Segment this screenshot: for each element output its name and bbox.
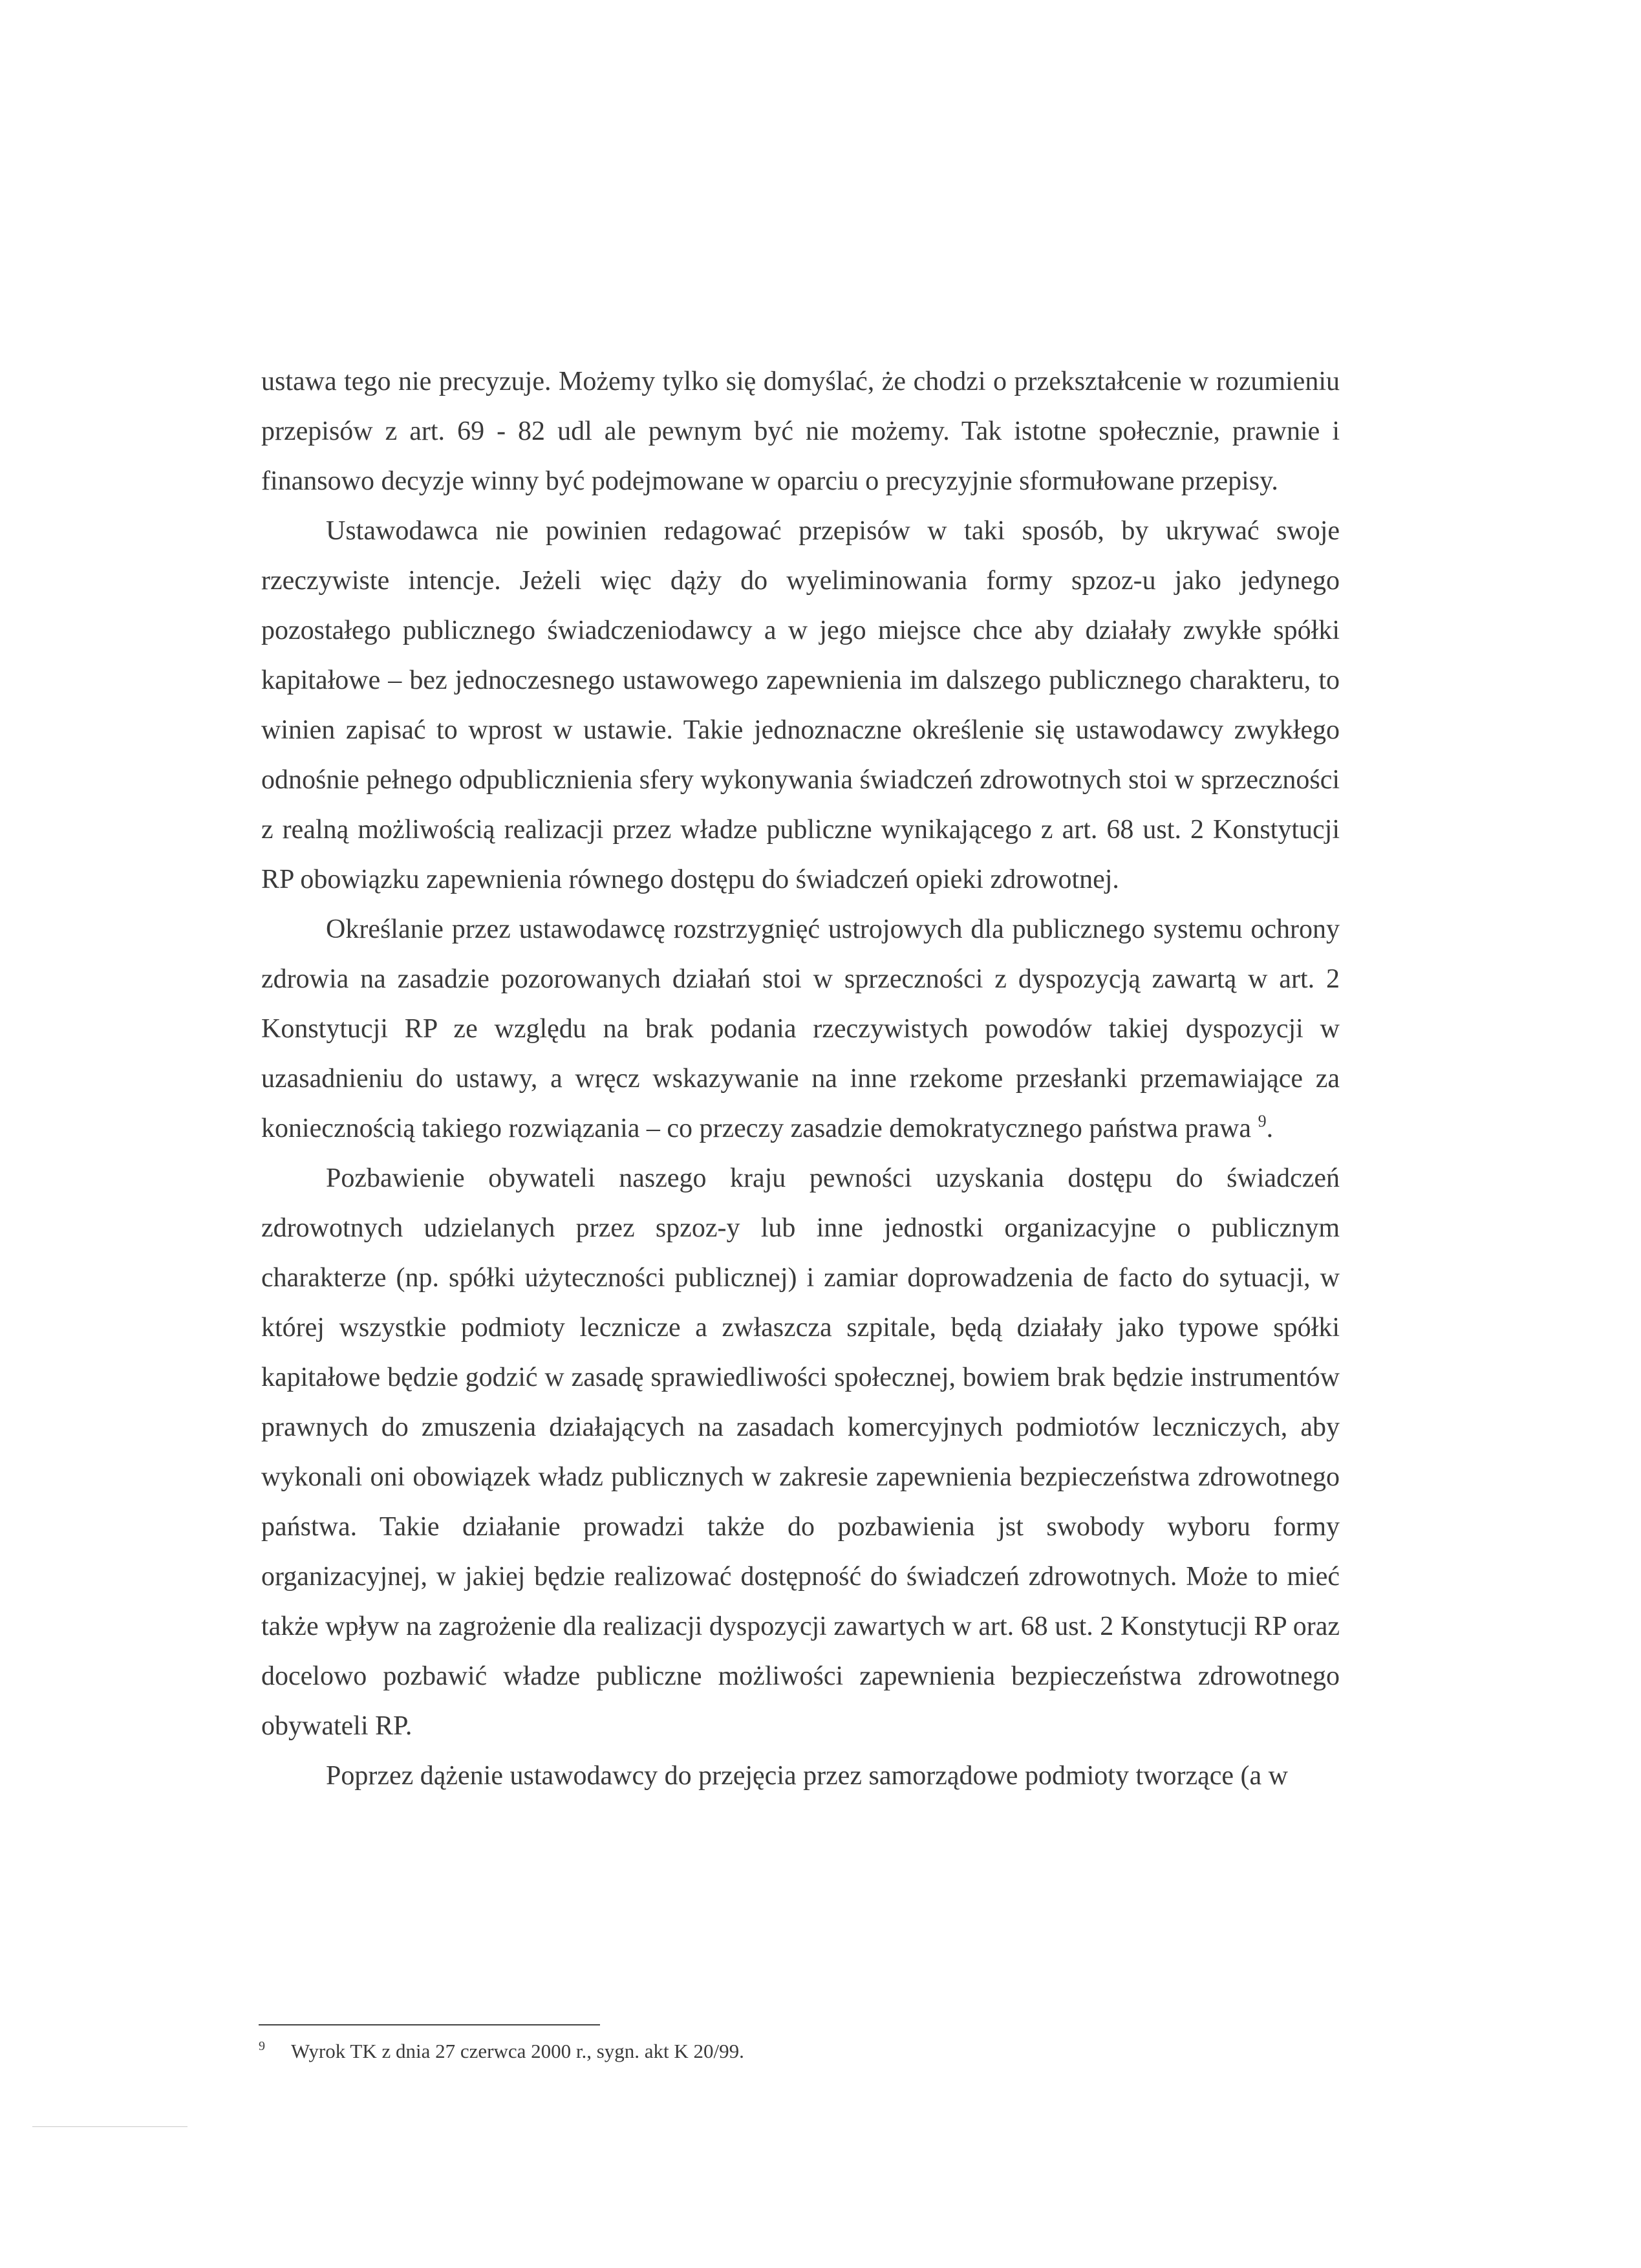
paragraph-4-text: Pozbawienie obywateli naszego kraju pewności uzyskania dostępu do świadczeń zdrowotnych udzielanych przez spzoz-y lub inne jednostki organizacyjne o publicznym charakterze (np. spółki użyteczności publicznej) i zamiar doprowadzenia de facto do sytuacji, w której wszystkie podmioty lecznicze a zwłaszcza szpitale, będą działały jako typowe spółki kapitałowe będzie godzić w zasadę sprawiedliwości społecznej, bowiem brak będzie instrumentów prawnych do zmuszenia działających na zasadach komercyjnych podmiotów leczniczych, aby wykonali oni obowiązek władz publicznych w zakresie zapewnienia bezpieczeństwa zdrowotnego państwa. Takie działanie prowadzi także do pozbawienia jst swobody wyboru formy organizacyjnej, w jakiej będzie realizować dostępność do świadczeń zdrowotnych. Może to mieć także wpływ na zagrożenie dla realizacji dyspozycji zawartych w art. 68 ust. 2 Konstytucji RP oraz docelowo pozbawić władze publiczne możliwości zapewnienia bezpieczeństwa zdrowotnego obywateli RP. xyxy=(261,1163,1340,1741)
paragraph-2-text: Ustawodawca nie powinien redagować przepisów w taki sposób, by ukrywać swoje rzeczywiste intencje. Jeżeli więc dąży do wyeliminowania formy spzoz-u jako jedynego pozostałego publicznego świadczeniodawcy a w jego miejsce chce aby działały zwykłe spółki kapitałowe – bez jednoczesnego ustawowego zapewnienia im dalszego publicznego charakteru, to winien zapisać to wprost w ustawie. Takie jednoznaczne określenie się ustawodawcy zwykłego odnośnie pełnego odpublicznienia sfery wykonywania świadczeń zdrowotnych stoi w sprzeczności z realną możliwością realizacji przez władze publiczne wynikającego z art. 68 ust. 2 Konstytucji RP obowiązku zapewnienia równego dostępu do świadczeń opieki zdrowotnej. xyxy=(261,516,1340,894)
main-text-body xyxy=(261,357,1340,1801)
footnote-text: Wyrok TK z dnia 27 czerwca 2000 r., sygn. akt K 20/99. xyxy=(291,2040,744,2062)
footnote-separator xyxy=(259,2024,600,2025)
paragraph-3-end: . xyxy=(1266,1114,1274,1143)
paragraph-5-text: Poprzez dążenie ustawodawcy do przejęcia przez samorządowe podmioty tworzące (a w xyxy=(326,1761,1288,1791)
scan-artifact-line xyxy=(32,2126,188,2127)
footnote-number: 9 xyxy=(259,2039,265,2053)
paragraph-1-text: ustawa tego nie precyzuje. Możemy tylko się domyślać, że chodzi o przekształcenie w rozumieniu przepisów z art. 69 - 82 udl ale pewnym być nie możemy. Tak istotne społecznie, prawnie i finansowo decyzje winny być podejmowane w oparciu o precyzyjnie sformułowane przepisy. xyxy=(261,367,1340,496)
paragraph-2 xyxy=(261,506,1340,905)
footnote xyxy=(259,2037,1164,2066)
paragraph-5 xyxy=(261,1751,1340,1801)
paragraph-1 xyxy=(261,357,1340,506)
paragraph-4 xyxy=(261,1154,1340,1751)
paragraph-3-text: Określanie przez ustawodawcę rozstrzygnięć ustrojowych dla publicznego systemu ochrony zdrowia na zasadzie pozorowanych działań stoi w sprzeczności z dyspozycją zawartą w art. 2 Konstytucji RP ze względu na brak podania rzeczywistych powodów takiej dyspozycji w uzasadnieniu do ustawy, a wręcz wskazywanie na inne rzekome przesłanki przemawiające za koniecznością takiego rozwiązania – co przeczy zasadzie demokratycznego państwa prawa xyxy=(261,914,1340,1143)
footnote-reference: 9 xyxy=(1258,1112,1267,1130)
paragraph-3 xyxy=(261,905,1340,1154)
